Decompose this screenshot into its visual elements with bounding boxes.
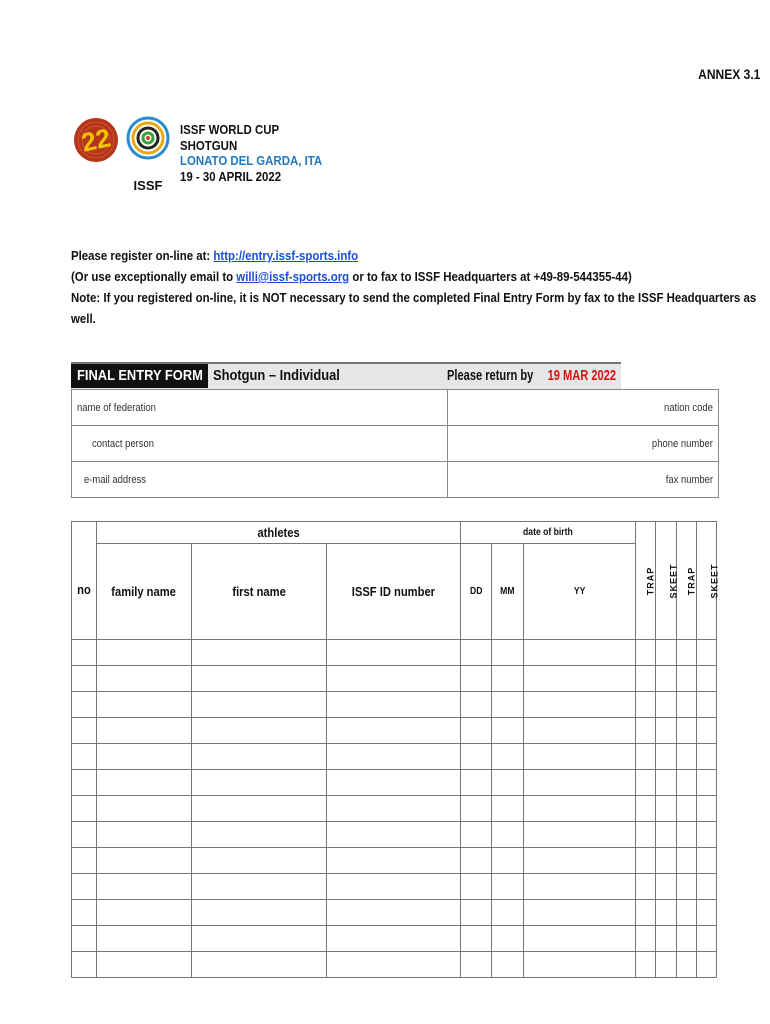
issf-id-cell[interactable] [327,848,461,874]
dd-cell[interactable] [461,952,492,978]
issf-id-cell[interactable] [327,900,461,926]
trap-2-cell[interactable] [677,926,697,952]
col-event-trap-2: TRAP [677,522,697,640]
skeet-1-cell[interactable] [656,692,677,718]
family-name-cell[interactable] [97,822,192,848]
no-cell[interactable] [72,952,97,978]
event-line-1: ISSF WORLD CUP [180,122,280,137]
skeet-2-cell[interactable] [697,744,717,770]
yy-cell[interactable] [524,744,636,770]
target-center [146,136,150,140]
dd-cell[interactable] [461,874,492,900]
skeet-2-cell[interactable] [697,848,717,874]
mm-cell[interactable] [492,770,524,796]
yy-cell[interactable] [524,640,636,666]
trap-2-cell[interactable] [677,718,697,744]
return-prefix: Please return by [447,367,534,384]
form-title: FINAL ENTRY FORM [71,364,208,388]
col-athletes: athletes [97,522,461,544]
dd-cell[interactable] [461,692,492,718]
nation-code-field[interactable]: nation code [448,390,719,426]
event-dates: 19 - 30 APRIL 2022 [180,168,282,184]
trap-1-cell[interactable] [636,796,656,822]
no-cell[interactable] [72,666,97,692]
trap-2-cell[interactable] [677,848,697,874]
form-subtitle: Shotgun – Individual [213,367,340,384]
phone-number-field[interactable]: phone number [448,426,719,462]
trap-1-cell[interactable] [636,848,656,874]
first-name-cell[interactable] [192,666,327,692]
no-cell[interactable] [72,900,97,926]
yy-cell[interactable] [524,926,636,952]
email-link[interactable]: willi@issf-sports.org [236,269,350,284]
issf-id-cell[interactable] [327,640,461,666]
skeet-1-cell[interactable] [656,874,677,900]
trap-1-cell[interactable] [636,744,656,770]
email-prefix: (Or use exceptionally email to [71,269,237,284]
issf-id-cell[interactable] [327,692,461,718]
first-name-cell[interactable] [192,874,327,900]
skeet-2-cell[interactable] [697,874,717,900]
fax-number-field[interactable]: fax number [448,462,719,498]
skeet-1-cell[interactable] [656,744,677,770]
email-address-field[interactable]: e-mail address [72,462,448,498]
mm-cell[interactable] [492,848,524,874]
trap-2-cell[interactable] [677,796,697,822]
instructions [71,245,757,329]
trap-2-cell[interactable] [677,874,697,900]
first-name-cell[interactable] [192,900,327,926]
skeet-1-cell[interactable] [656,666,677,692]
register-text: Please register on-line at: [71,248,214,263]
family-name-cell[interactable] [97,848,192,874]
registration-link[interactable]: http://entry.issf-sports.info [213,248,359,263]
mm-cell[interactable] [492,900,524,926]
family-name-cell[interactable] [97,744,192,770]
dd-cell[interactable] [461,718,492,744]
col-yy: YY [524,544,636,640]
table-row [72,874,717,900]
yy-cell[interactable] [524,796,636,822]
dd-cell[interactable] [461,796,492,822]
skeet-1-cell[interactable] [656,770,677,796]
first-name-cell[interactable] [192,770,327,796]
col-event-skeet-1: SKEET [656,522,677,640]
email-line [71,266,652,287]
dd-cell[interactable] [461,640,492,666]
event-line-2: SHOTGUN [180,137,238,153]
skeet-2-cell[interactable] [697,640,717,666]
issf-id-cell[interactable] [327,666,461,692]
first-name-cell[interactable] [192,692,327,718]
skeet-1-cell[interactable] [656,848,677,874]
trap-2-cell[interactable] [677,692,697,718]
table-row [72,900,717,926]
table-row [72,640,717,666]
table-row [72,848,717,874]
col-date-of-birth: date of birth [461,522,636,544]
table-row [72,692,717,718]
family-name-cell[interactable] [97,770,192,796]
annex-label: ANNEX 3.1 [697,66,760,82]
mm-cell[interactable] [492,666,524,692]
table-row [72,952,717,978]
dd-cell[interactable] [461,770,492,796]
family-name-cell[interactable] [97,692,192,718]
event-info [180,122,322,184]
family-name-cell[interactable] [97,874,192,900]
skeet-2-cell[interactable] [697,666,717,692]
dd-cell[interactable] [461,848,492,874]
no-cell[interactable] [72,692,97,718]
first-name-cell[interactable] [192,718,327,744]
athletes-table [71,521,720,978]
trap-2-cell[interactable] [677,744,697,770]
skeet-2-cell[interactable] [697,952,717,978]
logo-number: 22 [78,122,114,158]
logo-org: ISSF [133,178,163,193]
no-cell[interactable] [72,848,97,874]
skeet-2-cell[interactable] [697,926,717,952]
col-family-name: family name [97,544,192,640]
trap-2-cell[interactable] [677,666,697,692]
col-mm: MM [492,544,524,640]
first-name-cell[interactable] [192,822,327,848]
yy-cell[interactable] [524,718,636,744]
skeet-2-cell[interactable] [697,692,717,718]
mm-cell[interactable] [492,692,524,718]
issf-id-cell[interactable] [327,744,461,770]
mm-cell[interactable] [492,718,524,744]
no-cell[interactable] [72,796,97,822]
mm-cell[interactable] [492,640,524,666]
yy-cell[interactable] [524,952,636,978]
col-first-name: first name [192,544,327,640]
mm-cell[interactable] [492,744,524,770]
no-cell[interactable] [72,718,97,744]
trap-1-cell[interactable] [636,822,656,848]
trap-1-cell[interactable] [636,640,656,666]
trap-1-cell[interactable] [636,874,656,900]
no-cell[interactable] [72,770,97,796]
issf-id-cell[interactable] [327,770,461,796]
skeet-2-cell[interactable] [697,718,717,744]
family-name-cell[interactable] [97,666,192,692]
email-suffix: or to fax to ISSF Headquarters at +49-89-544355-44) [349,269,632,284]
col-no: no [72,522,97,640]
yy-cell[interactable] [524,900,636,926]
family-name-cell[interactable] [97,718,192,744]
skeet-1-cell[interactable] [656,822,677,848]
mm-cell[interactable] [492,796,524,822]
trap-1-cell[interactable] [636,900,656,926]
mm-cell[interactable] [492,874,524,900]
first-name-cell[interactable] [192,744,327,770]
first-name-cell[interactable] [192,952,327,978]
no-cell[interactable] [72,874,97,900]
trap-1-cell[interactable] [636,770,656,796]
yy-cell[interactable] [524,692,636,718]
issf-id-cell[interactable] [327,926,461,952]
form-header-bar [71,362,621,390]
first-name-cell[interactable] [192,848,327,874]
skeet-1-cell[interactable] [656,926,677,952]
athlete-rows [72,640,717,978]
family-name-cell[interactable] [97,796,192,822]
skeet-2-cell[interactable] [697,900,717,926]
skeet-1-cell[interactable] [656,900,677,926]
col-event-trap-1: TRAP [636,522,656,640]
col-event-skeet-2: SKEET [697,522,717,640]
table-row [72,822,717,848]
yy-cell[interactable] [524,848,636,874]
trap-2-cell[interactable] [677,900,697,926]
issf-id-cell[interactable] [327,796,461,822]
trap-2-cell[interactable] [677,770,697,796]
skeet-1-cell[interactable] [656,952,677,978]
dd-cell[interactable] [461,926,492,952]
issf-id-cell[interactable] [327,952,461,978]
yy-cell[interactable] [524,666,636,692]
no-cell[interactable] [72,744,97,770]
trap-1-cell[interactable] [636,718,656,744]
issf-world-cup-logo [74,104,174,196]
skeet-1-cell[interactable] [656,718,677,744]
no-cell[interactable] [72,822,97,848]
table-row [72,718,717,744]
trap-1-cell[interactable] [636,692,656,718]
skeet-2-cell[interactable] [697,796,717,822]
dd-cell[interactable] [461,900,492,926]
trap-1-cell[interactable] [636,952,656,978]
yy-cell[interactable] [524,822,636,848]
trap-1-cell[interactable] [636,926,656,952]
return-deadline [447,364,656,388]
federation-details [71,389,719,498]
first-name-cell[interactable] [192,640,327,666]
table-row [72,744,717,770]
trap-2-cell[interactable] [677,822,697,848]
skeet-1-cell[interactable] [656,796,677,822]
issf-id-cell[interactable] [327,822,461,848]
first-name-cell[interactable] [192,796,327,822]
trap-1-cell[interactable] [636,666,656,692]
skeet-2-cell[interactable] [697,770,717,796]
issf-id-cell[interactable] [327,874,461,900]
contact-person-field[interactable]: contact person [72,426,448,462]
family-name-cell[interactable] [97,900,192,926]
skeet-2-cell[interactable] [697,822,717,848]
no-cell[interactable] [72,640,97,666]
register-line [71,245,652,266]
table-row [72,666,717,692]
note-line-1: Note: If you registered on-line, it is NOT necessary to send the completed Final Entry Form by fax to the ISSF Headquarters as [71,290,757,305]
no-cell[interactable] [72,926,97,952]
col-issf-id: ISSF ID number [327,544,461,640]
table-row [72,796,717,822]
trap-2-cell[interactable] [677,952,697,978]
yy-cell[interactable] [524,770,636,796]
return-date: 19 MAR 2022 [547,367,616,384]
family-name-cell[interactable] [97,926,192,952]
yy-cell[interactable] [524,874,636,900]
dd-cell[interactable] [461,666,492,692]
trap-2-cell[interactable] [677,640,697,666]
issf-id-cell[interactable] [327,718,461,744]
federation-name-field[interactable]: name of federation [72,390,448,426]
dd-cell[interactable] [461,744,492,770]
family-name-cell[interactable] [97,640,192,666]
mm-cell[interactable] [492,822,524,848]
col-dd: DD [461,544,492,640]
table-row [72,770,717,796]
mm-cell[interactable] [492,952,524,978]
note-line-2: well. [71,311,96,326]
first-name-cell[interactable] [192,926,327,952]
skeet-1-cell[interactable] [656,640,677,666]
mm-cell[interactable] [492,926,524,952]
dd-cell[interactable] [461,822,492,848]
family-name-cell[interactable] [97,952,192,978]
table-row [72,926,717,952]
event-location: LONATO DEL GARDA, ITA [180,153,323,168]
